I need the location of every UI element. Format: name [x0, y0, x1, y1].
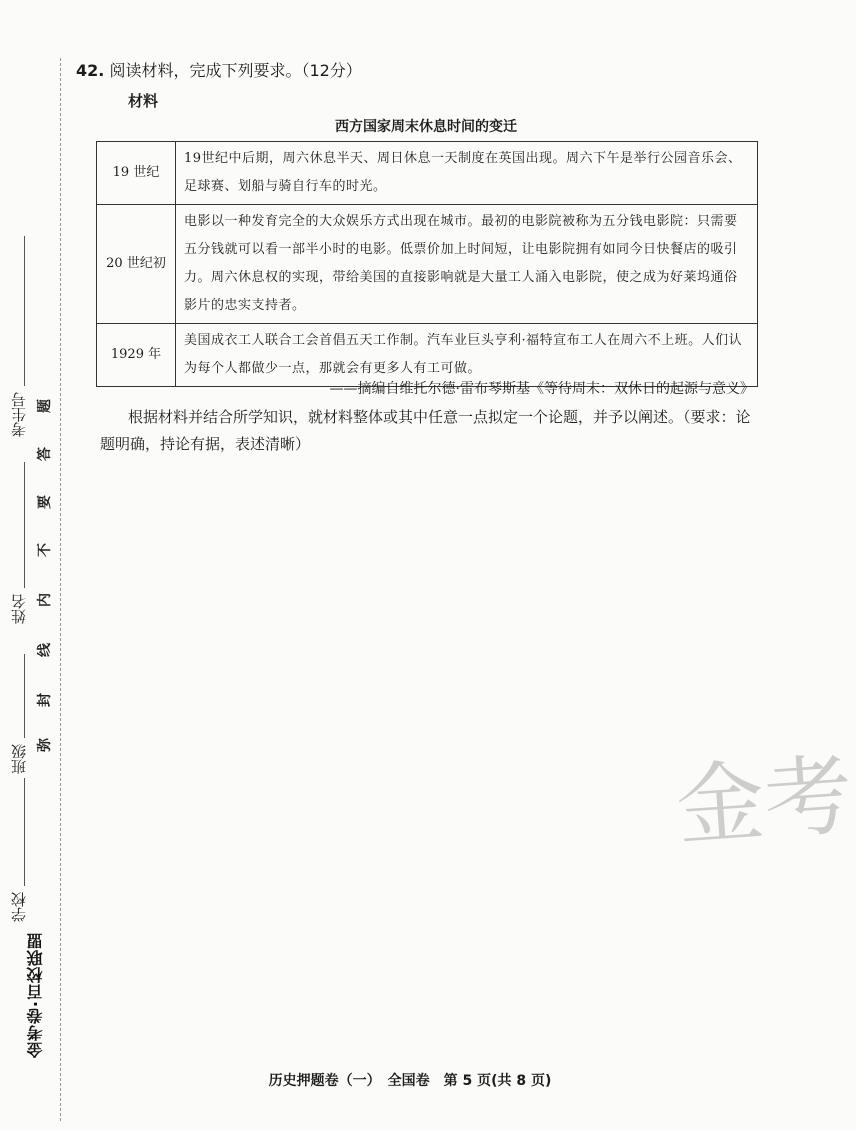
watermark-logo: 金考	[673, 743, 856, 859]
seal-warning-char: 题	[37, 399, 53, 413]
seal-warning-char: 封	[37, 693, 53, 707]
material-label: 材料	[128, 92, 159, 110]
name-label: 姓名	[10, 594, 28, 624]
seal-warning-char: 线	[37, 643, 53, 657]
class-label: 班级	[10, 744, 28, 774]
school-blank	[24, 778, 25, 886]
seal-warning-char: 不	[37, 543, 53, 557]
description-cell: 19世纪中后期，周六休息半天、周日休息一天制度在英国出现。周六下午是举行公园音乐会、足球赛、划船与骑自行车的时光。	[176, 142, 758, 205]
exam-number-blank	[24, 236, 25, 386]
seal-warning-char: 要	[37, 495, 53, 509]
seal-warning-char: 弥	[37, 738, 53, 752]
page-footer: 历史押题卷（一） 全国卷 第 5 页(共 8 页)	[268, 1073, 552, 1089]
seal-line	[60, 58, 62, 1121]
seal-warning-char: 答	[37, 447, 53, 461]
era-cell: 20 世纪初	[97, 205, 176, 324]
name-blank	[24, 462, 25, 588]
material-table	[96, 141, 758, 387]
description-cell: 美国成衣工人联合工会首倡五天工作制。汽车业巨头亨利·福特宣布工人在周六不上班。人们认为每个人都做少一点，那就会有更多人有工可做。	[176, 324, 758, 387]
question-number: 42.	[76, 61, 105, 80]
school-label: 学校	[10, 892, 28, 922]
table-row	[97, 142, 758, 205]
source-citation: ——摘编自维托尔德·雷布琴斯基《等待周末：双休日的起源与意义》	[329, 381, 754, 397]
table-row	[97, 205, 758, 324]
era-cell: 1929 年	[97, 324, 176, 387]
question-prompt: 根据材料并结合所学知识，就材料整体或其中任意一点拟定一个论题，并予以阐述。（要求：论题明确，持论有据，表述清晰）	[100, 408, 751, 453]
seal-warning-char: 内	[37, 593, 53, 607]
description-cell: 电影以一种发育完全的大众娱乐方式出现在城市。最初的电影院被称为五分钱电影院：只需要五分钱就可以看一部半小时的电影。低票价加上时间短，让电影院拥有如同今日快餐店的吸引力。周六休息权的实现，带给美国的直接影响就是大量工人涌入电影院，使之成为好莱坞通俗影片的忠实支持者。	[176, 205, 758, 324]
brand-label: 金考卷·百校联盟	[26, 932, 45, 1059]
table-title: 西方国家周末休息时间的变迁	[335, 119, 517, 135]
question-header	[76, 58, 362, 81]
question-text: 阅读材料，完成下列要求。（12分）	[109, 61, 362, 80]
class-blank	[24, 654, 25, 738]
exam-number-label: 考生号	[10, 392, 28, 437]
era-cell: 19 世纪	[97, 142, 176, 205]
